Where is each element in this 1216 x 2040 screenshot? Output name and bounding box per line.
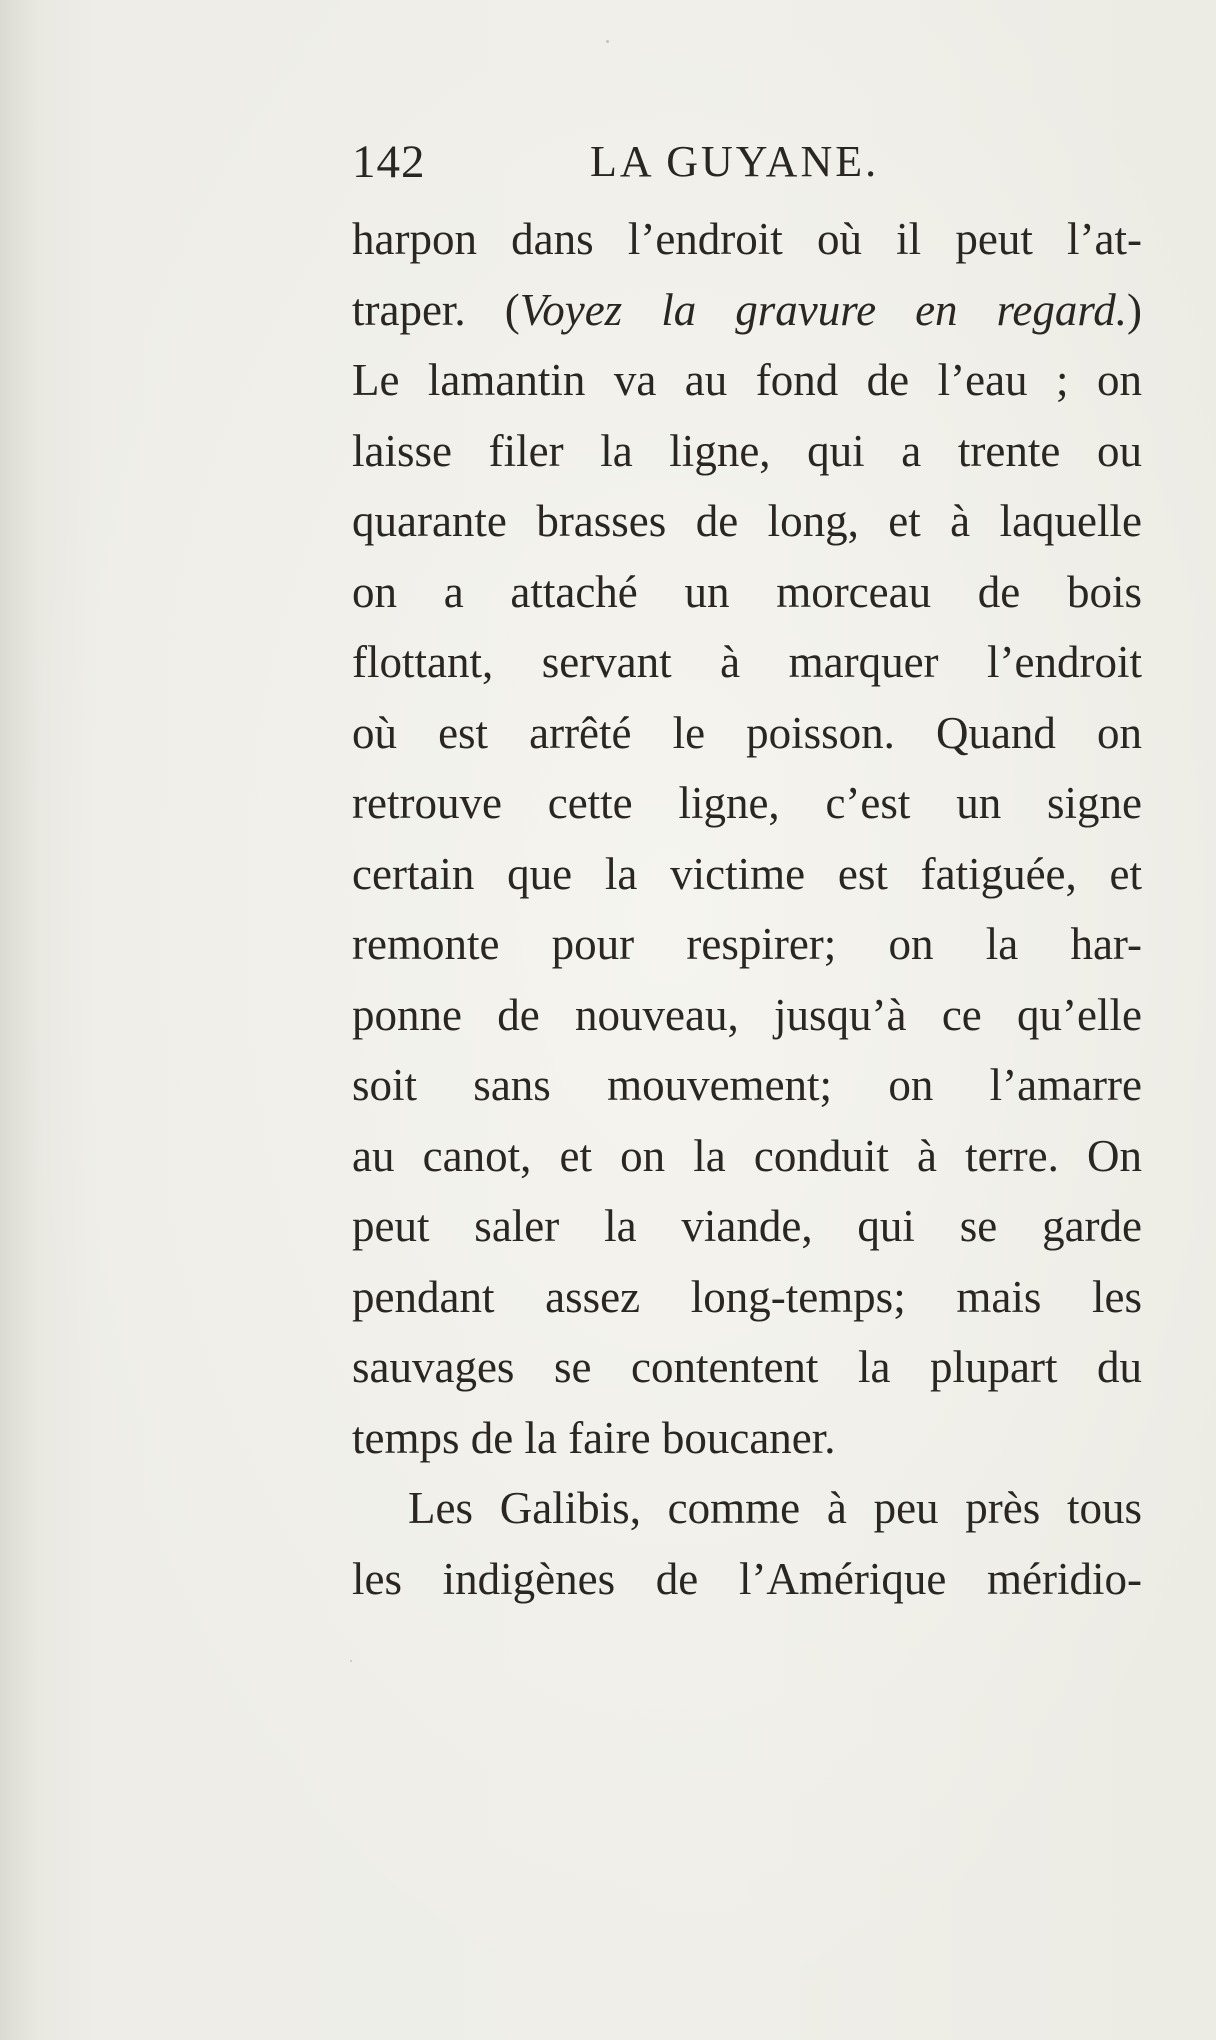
text-fragment: traper. ( bbox=[352, 284, 520, 335]
text-line: Le lamantin va au fond de l’eau ; on bbox=[352, 355, 1142, 405]
text-line: sauvages se contentent la plupart du bbox=[352, 1342, 1142, 1392]
text-line: flottant, servant à marquer l’endroit bbox=[352, 637, 1142, 687]
paper-speck bbox=[606, 40, 609, 43]
text-line: laisse filer la ligne, qui a trente ou bbox=[352, 425, 1142, 476]
text-line: les indigènes de l’Amérique méridio- bbox=[352, 1553, 1142, 1604]
text-line: retrouve cette ligne, c’est un signe bbox=[352, 778, 1142, 828]
text-line: peut saler la viande, qui se garde bbox=[352, 1201, 1142, 1251]
text-line: ponne de nouveau, jusqu’à ce qu’elle bbox=[352, 989, 1142, 1040]
text-line: pendant assez long-temps; mais les bbox=[352, 1271, 1142, 1322]
body-text bbox=[352, 204, 1142, 1614]
page-number: 142 bbox=[352, 136, 426, 188]
running-head: LA GUYANE. bbox=[590, 137, 880, 186]
text-line: harpon dans l’endroit où il peut l’at- bbox=[352, 214, 1142, 264]
text-line: certain que la victime est fatiguée, et bbox=[352, 848, 1142, 899]
text-line: quarante brasses de long, et à laquelle bbox=[352, 496, 1142, 546]
text-line: remonte pour respirer; on la har- bbox=[352, 919, 1142, 969]
text-fragment: ) bbox=[1127, 284, 1142, 335]
paper-speck bbox=[350, 1660, 352, 1662]
text-line: où est arrêté le poisson. Quand on bbox=[352, 707, 1142, 758]
gutter-shadow bbox=[0, 0, 40, 2040]
text-line-with-italic bbox=[352, 275, 1142, 346]
text-line: on a attaché un morceau de bois bbox=[352, 566, 1142, 617]
text-line: au canot, et on la conduit à terre. On bbox=[352, 1130, 1142, 1181]
page-header bbox=[352, 132, 1142, 192]
italic-reference: Voyez la gravure en regard. bbox=[519, 284, 1127, 335]
paragraph-start-line: Les Galibis, comme à peu près tous bbox=[408, 1483, 1142, 1533]
paragraph-end-line: temps de la faire boucaner. bbox=[352, 1412, 836, 1463]
text-line: soit sans mouvement; on l’amarre bbox=[352, 1060, 1142, 1110]
